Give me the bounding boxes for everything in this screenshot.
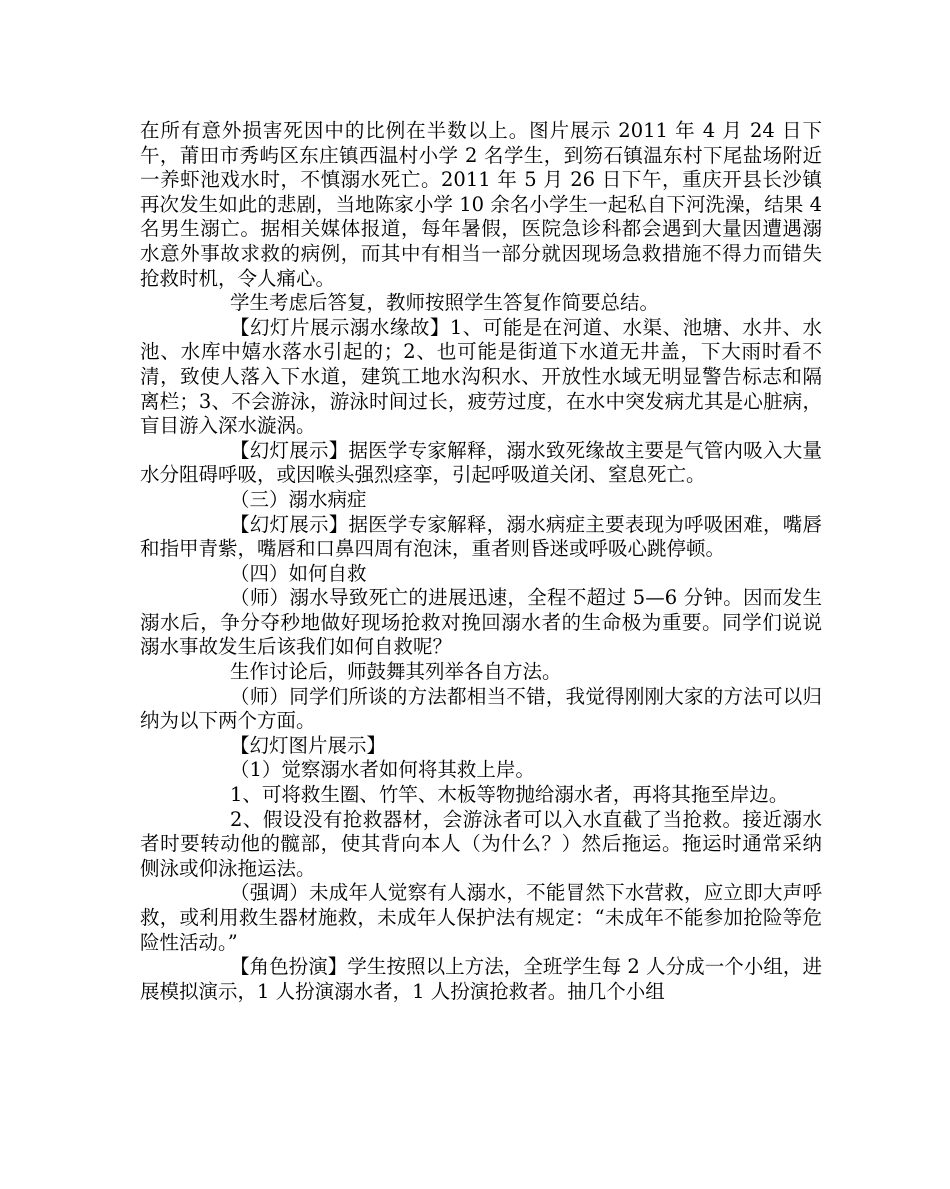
paragraph-method-2: 2、假设没有抢救器材，会游泳者可以入水直截了当抢救。接近溺水者时要转动他的髋部，使其背向本人（为什么？）然后拖运。拖运时通常采纳侧泳或仰泳拖运法。 <box>140 807 822 880</box>
paragraph-teacher-summary: （师）同学们所谈的方法都相当不错，我觉得刚刚大家的方法可以归纳为以下两个方面。 <box>140 684 822 733</box>
document-body <box>140 119 822 1004</box>
paragraph-discussion: 生作讨论后，师鼓舞其列举各自方法。 <box>230 660 562 684</box>
paragraph-symptoms: 【幻灯展示】据医学专家解释，溺水病症主要表现为呼吸困难，嘴唇和指甲青紫，嘴唇和口鼻四周有泡沫，重者则昏迷或呼吸心跳停顿。 <box>140 512 822 561</box>
paragraph-intro: 在所有意外损害死因中的比例在半数以上。图片展示 2011 年 4 月 24 日下午，莆田市秀屿区东庄镇西温村小学 2 名学生，到笏石镇温东村下尾盐场附近一养虾池戏水时，不慎溺水死亡。2011 年 5 月 26 日下午，重庆开县长沙镇再次发生如此的悲剧，当地陈家小学 10 余名小学生一起私自下河洗澡，结果 4 名男生溺亡。据相关媒体报道，每年暑假，医院急诊科都会遇到大量因遭遇溺水意外事故求救的病例，而其中有相当一部分就因现场急救措施不得力而错失抢救时机，令人痛心。 <box>140 119 822 290</box>
paragraph-teacher-rescue: （师）溺水导致死亡的进展迅速，全程不超过 5—6 分钟。因而发生溺水后，争分夺秒地做好现场抢救对挽回溺水者的生命极为重要。同学们说说溺水事故发生后该我们如何自救呢？ <box>140 586 822 659</box>
paragraph-emphasis: （强调）未成年人觉察有人溺水，不能冒然下水营救，应立即大声呼救，或利用救生器材施救，未成年人保护法有规定：“未成年不能参加抢险等危险性活动。” <box>140 881 822 954</box>
paragraph-point-1: （1）觉察溺水者如何将其救上岸。 <box>230 758 535 782</box>
paragraph-slide-causes: 【幻灯片展示溺水缘故】1、可能是在河道、水渠、池塘、水井、水池、水库中嬉水落水引起的；2、也可能是街道下水道无井盖，下大雨时看不清，致使人落入下水道，建筑工地水沟积水、开放性水域无明显警告标志和隔离栏；3、不会游泳，游泳时间过长，疲劳过度，在水中突发病尤其是心脏病，盲目游入深水漩涡。 <box>140 315 822 438</box>
heading-self-rescue: （四）如何自救 <box>230 561 367 585</box>
heading-symptoms: （三）溺水病症 <box>230 487 367 511</box>
paragraph-student-reply: 学生考虑后答复，教师按照学生答复作简要总结。 <box>230 291 660 315</box>
paragraph-role-play: 【角色扮演】学生按照以上方法，全班学生每 2 人分成一个小组，进展模拟演示，1 人扮演溺水者，1 人扮演抢救者。抽几个小组 <box>140 955 822 1003</box>
paragraph-slide-images: 【幻灯图片展示】 <box>230 733 387 757</box>
paragraph-method-1: 1、可将救生圈、竹竿、木板等物抛给溺水者，再将其拖至岸边。 <box>230 783 789 807</box>
paragraph-slide-expert: 【幻灯展示】据医学专家解释，溺水致死缘故主要是气管内吸入大量水分阻碍呼吸，或因喉头强烈痉挛，引起呼吸道关闭、窒息死亡。 <box>140 438 822 487</box>
